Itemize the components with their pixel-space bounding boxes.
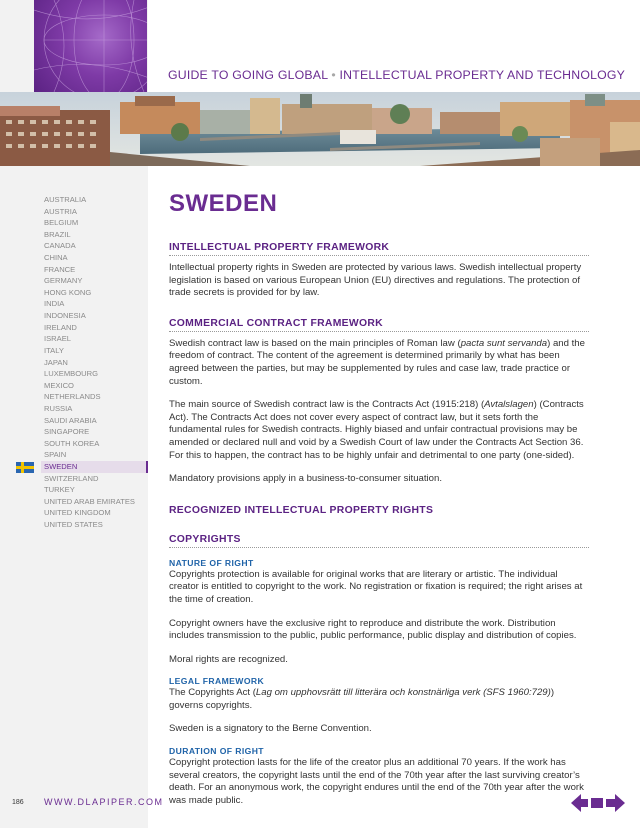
legal-p2: Sweden is a signatory to the Berne Convention. <box>169 723 372 735</box>
country-link-united-states[interactable]: UNITED STATES <box>44 520 103 530</box>
stockholm-banner-image <box>0 92 640 166</box>
nature-p1: Copyrights protection is available for original works that are literary or artistic. The individual creator is entitled to copyright to the work. No registration or fixation is required; the right arises at the time of creation. <box>169 568 583 605</box>
contract-framework-p1 <box>169 338 589 388</box>
country-link-luxembourg[interactable]: LUXEMBOURG <box>44 369 99 379</box>
arrow-right-icon[interactable] <box>606 794 625 812</box>
country-link-india[interactable]: INDIA <box>44 299 65 309</box>
country-link-china[interactable]: CHINA <box>44 253 68 263</box>
text-span: ) governs copyrights. <box>169 687 555 711</box>
contract-framework-heading: COMMERCIAL CONTRACT FRAMEWORK <box>169 318 589 332</box>
square-icon[interactable] <box>591 798 603 808</box>
page-navigation <box>571 794 625 812</box>
country-link-belgium[interactable]: BELGIUM <box>44 218 79 228</box>
duration-heading: DURATION OF RIGHT <box>169 746 264 757</box>
latin-term: pacta sunt servanda <box>460 337 548 349</box>
country-link-germany[interactable]: GERMANY <box>44 276 83 286</box>
website-link[interactable]: WWW.DLAPIPER.COM <box>44 797 164 807</box>
title-separator: • <box>327 68 340 82</box>
page-number: 186 <box>12 799 24 806</box>
nature-of-right-heading: NATURE OF RIGHT <box>169 557 254 568</box>
guide-title-part1: GUIDE TO GOING GLOBAL <box>168 68 328 82</box>
arrow-left-icon[interactable] <box>571 794 588 812</box>
duration-p1: Copyright protection lasts for the life of the creator plus an additional 70 years. If the work has several creators, the copyright lasts until the end of the 70th year after the last surviving creator’s death. For an anonymous work, the copyright endures until the end of the 70th year after the work was made public. <box>169 757 584 806</box>
text-span: ) (Contracts Act). The Contracts Act does not cover every aspect of contract law, but it sets forth the fundamental rules for Swedish contracts. Highly biased and unfair contractual provisions may be amended or declared null and void by a Swedish Court of law under the Contracts Act Section 36. For this to happen, the contract has to be highly unfair and detrimental to one party (one-sided). <box>169 399 584 461</box>
country-link-australia[interactable]: AUSTRALIA <box>44 195 87 204</box>
country-nav-list <box>44 194 148 531</box>
country-link-canada[interactable]: CANADA <box>44 241 76 251</box>
country-link-france[interactable]: FRANCE <box>44 264 76 274</box>
country-link-russia[interactable]: RUSSIA <box>44 403 73 413</box>
guide-title-part2: INTELLECTUAL PROPERTY AND TECHNOLOGY <box>339 68 626 82</box>
text-span: Swedish contract law is based on the main principles of Roman law ( <box>169 337 461 349</box>
country-link-indonesia[interactable]: INDONESIA <box>44 311 86 321</box>
globe-icon <box>34 0 147 92</box>
country-link-brazil[interactable]: BRAZIL <box>44 229 71 239</box>
text-span: The main source of Swedish contract law is the Contracts Act (1915:218) ( <box>169 399 485 411</box>
main-content <box>169 188 589 818</box>
text-span: The Copyrights Act ( <box>169 687 256 699</box>
legal-p1 <box>169 687 589 712</box>
country-link-sweden[interactable]: SWEDEN <box>41 461 148 473</box>
country-link-spain[interactable]: SPAIN <box>44 450 67 460</box>
text-span: ) and the freedom of contract. The content of the agreement is determined primarily by what has been agreed between the parties, but may be supplemented by rules and case law, trade practice or custom. <box>169 337 585 387</box>
contract-framework-p2 <box>169 399 589 462</box>
nature-p2: Copyright owners have the exclusive right to reproduce and distribute the work. Distribution includes transmission to the public, public performance, public display and distribution of copies. <box>169 617 577 642</box>
country-link-united-kingdom[interactable]: UNITED KINGDOM <box>44 508 111 518</box>
country-link-turkey[interactable]: TURKEY <box>44 485 75 495</box>
legal-framework-heading: LEGAL FRAMEWORK <box>169 676 265 687</box>
country-link-mexico[interactable]: MEXICO <box>44 380 74 390</box>
copyrights-heading: COPYRIGHTS <box>169 534 589 548</box>
sweden-flag-icon <box>16 462 34 473</box>
swedish-term: Avtalslagen <box>484 399 534 411</box>
country-link-singapore[interactable]: SINGAPORE <box>44 427 90 437</box>
guide-title <box>168 68 625 82</box>
ip-framework-text: Intellectual property rights in Sweden are protected by various laws. Swedish intellectual property legislation is based on various European Union (EU) directives and regulations. The protection of trade secrets is provided for by law. <box>169 262 582 299</box>
contract-framework-p3: Mandatory provisions apply in a business-to-consumer situation. <box>169 473 443 485</box>
country-link-italy[interactable]: ITALY <box>44 345 64 355</box>
country-link-netherlands[interactable]: NETHERLANDS <box>44 392 101 402</box>
country-link-japan[interactable]: JAPAN <box>44 357 68 367</box>
ip-framework-heading: INTELLECTUAL PROPERTY FRAMEWORK <box>169 242 589 256</box>
country-link-ireland[interactable]: IRELAND <box>44 322 77 332</box>
country-link-united-arab-emirates[interactable]: UNITED ARAB EMIRATES <box>44 496 135 506</box>
country-link-hong-kong[interactable]: HONG KONG <box>44 287 92 297</box>
page-title: SWEDEN <box>169 190 278 217</box>
recognized-rights-heading: RECOGNIZED INTELLECTUAL PROPERTY RIGHTS <box>169 504 434 516</box>
country-link-austria[interactable]: AUSTRIA <box>44 206 77 216</box>
country-link-switzerland[interactable]: SWITZERLAND <box>44 473 99 483</box>
nature-p3: Moral rights are recognized. <box>169 653 288 665</box>
globe-logo <box>34 0 147 92</box>
country-link-south-korea[interactable]: SOUTH KOREA <box>44 438 100 448</box>
country-link-israel[interactable]: ISRAEL <box>44 334 72 344</box>
country-link-saudi-arabia[interactable]: SAUDI ARABIA <box>44 415 97 425</box>
act-title: Lag om upphovsrätt till litterära och konstnärliga verk (SFS 1960:729) <box>255 687 551 699</box>
